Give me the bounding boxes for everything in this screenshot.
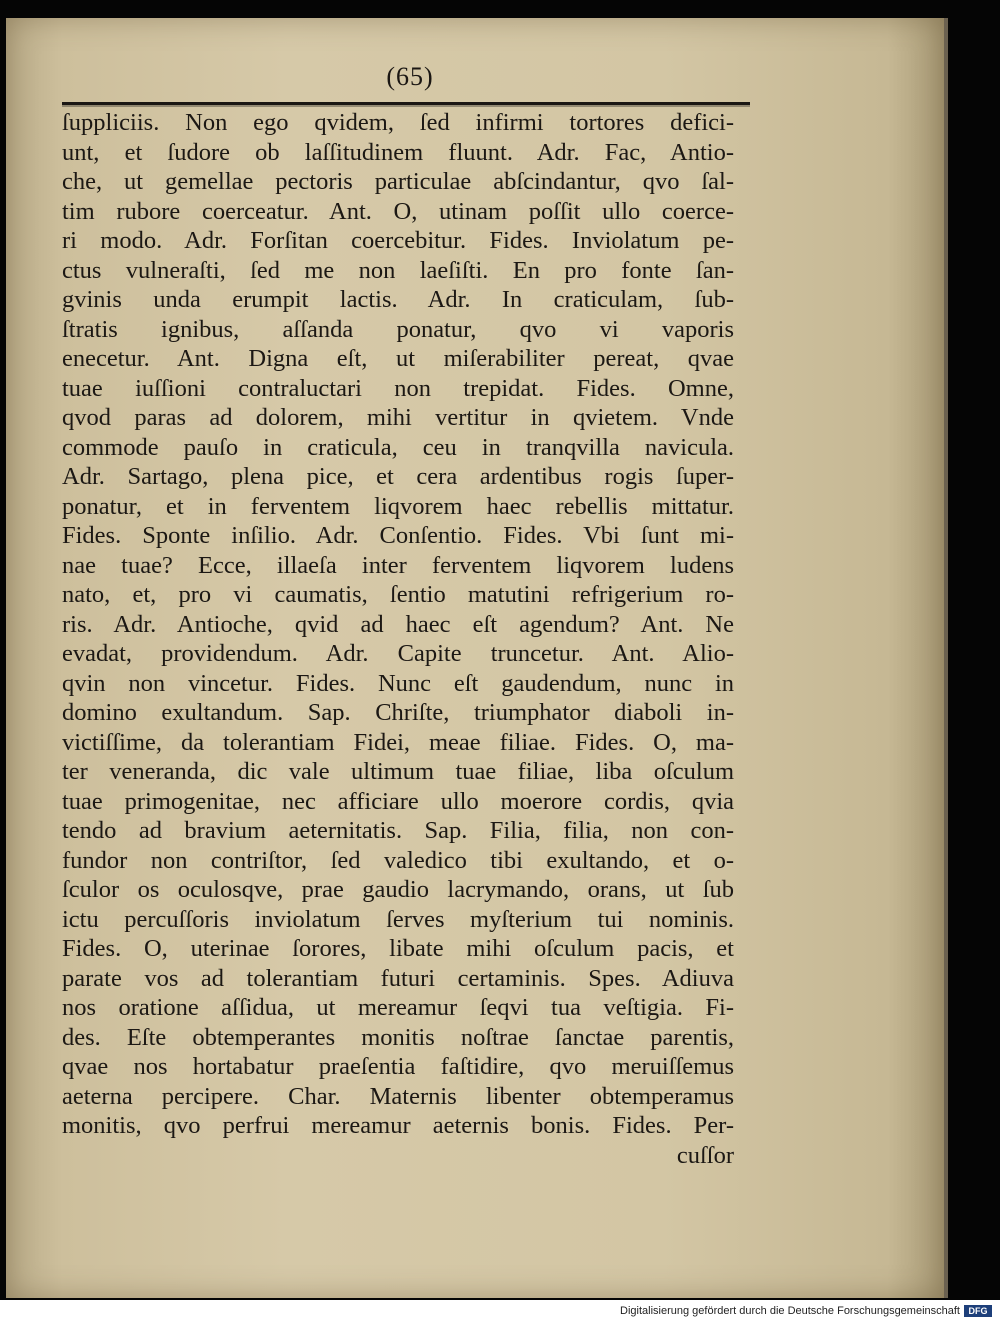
text-line: tuae iuſſioni contraluctari non trepidat. Fides. Omne, (62, 374, 734, 402)
text-line: nato, et, pro vi caumatis, ſentio matutini refrigerium ro- (62, 581, 734, 608)
page-number: (65) (386, 62, 434, 91)
text-line: ictu percuſſoris inviolatum ſerves myſterium tui nominis. (62, 905, 734, 933)
text-line: des. Eſte obtemperantes monitis noſtrae ſanctae parentis, (62, 1023, 734, 1051)
text-line: tuae primogenitae, nec afficiare ullo moerore cordis, qvia (62, 787, 734, 815)
footer-bar (0, 1300, 1000, 1322)
text-line: qvod paras ad dolorem, mihi vertitur in qvietem. Vnde (62, 404, 734, 431)
text-line: ctus vulneraſti, ſed me non laeſiſti. En pro fonte ſan- (62, 256, 734, 284)
text-line: Fides. O, uterinae ſorores, libate mihi oſculum pacis, et (62, 935, 734, 962)
text-line: victiſſime, da tolerantiam Fidei, meae filiae. Fides. O, ma- (62, 728, 734, 756)
text-line: ſculor os oculosqve, prae gaudio lacrymando, orans, ut ſub (62, 876, 734, 903)
text-line: ris. Adr. Antioche, qvid ad haec eſt agendum? Ant. Ne (62, 610, 734, 638)
footer-text: Digitalisierung gefördert durch die Deutsche Forschungsgemeinschaft (620, 1305, 960, 1317)
text-line: fundor non contriſtor, ſed valedico tibi exultando, et o- (62, 846, 734, 874)
text-line: ponatur, et in ferventem liqvorem haec rebellis mittatur. (62, 492, 734, 520)
text-line: ter veneranda, dic vale ultimum tuae filiae, liba oſculum (62, 758, 734, 785)
text-line: ſuppliciis. Non ego qvidem, ſed infirmi tortores defici- (62, 109, 734, 136)
page-edge (944, 18, 948, 1298)
text-line: parate vos ad tolerantiam futuri certaminis. Spes. Adiuva (62, 964, 734, 992)
text-line: monitis, qvo perfrui mereamur aeternis bonis. Fides. Per- (62, 1112, 734, 1139)
text-line: enecetur. Ant. Digna eſt, ut miſerabiliter pereat, qvae (62, 345, 734, 372)
text-line: gvinis unda erumpit lactis. Adr. In craticulam, ſub- (62, 286, 734, 313)
text-line: che, ut gemellae pectoris particulae abſcindantur, qvo ſal- (62, 168, 734, 195)
text-line: tendo ad bravium aeternitatis. Sap. Filia, filia, non con- (62, 817, 734, 844)
text-line: aeterna percipere. Char. Maternis libenter obtemperamus (62, 1082, 734, 1110)
text-line: commode pauſo in craticula, ceu in tranqvilla navicula. (62, 433, 734, 461)
text-line: unt, et ſudore ob laſſitudinem fluunt. Adr. Fac, Antio- (62, 138, 734, 166)
text-line: nos oratione aſſidua, ut mereamur ſeqvi tua veſtigia. Fi- (62, 994, 734, 1021)
catchword: cuſſor (676, 1141, 734, 1169)
text-block (62, 108, 734, 1170)
text-line: ſtratis ignibus, aſſanda ponatur, qvo vi vaporis (62, 315, 734, 343)
header-rule (62, 102, 750, 105)
text-line: evadat, providendum. Adr. Capite truncetur. Ant. Alio- (62, 640, 734, 667)
text-line: Adr. Sartago, plena pice, et cera ardentibus rogis ſuper- (62, 463, 734, 490)
dfg-logo: DFG (964, 1305, 992, 1317)
text-line: ri modo. Adr. Forſitan coercebitur. Fides. Inviolatum pe- (62, 227, 734, 254)
text-line: tim rubore coerceatur. Ant. O, utinam poſſit ullo coerce- (62, 197, 734, 225)
text-line: nae tuae? Ecce, illaeſa inter ferventem liqvorem ludens (62, 551, 734, 579)
text-line: Fides. Sponte inſilio. Adr. Conſentio. Fides. Vbi ſunt mi- (62, 522, 734, 549)
text-line: qvin non vincetur. Fides. Nunc eſt gaudendum, nunc in (62, 669, 734, 697)
text-line: domino exultandum. Sap. Chriſte, triumphator diaboli in- (62, 699, 734, 726)
text-line: qvae nos hortabatur praeſentia faſtidire, qvo meruiſſemus (62, 1053, 734, 1080)
